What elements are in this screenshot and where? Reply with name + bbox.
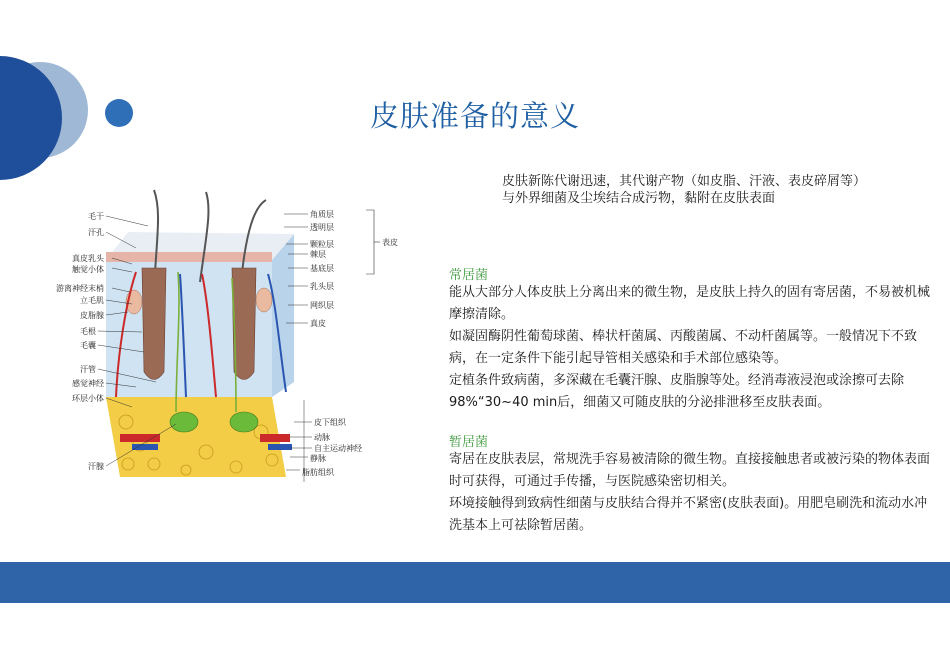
transient-heading: 暂居菌: [449, 435, 489, 450]
transient-paragraph-1: 寄居在皮肤表层，常规洗手容易被清除的微生物。直接接触患者或被污染的物体表面时可获得，可通过手传播，与医院感染密切相关。: [449, 452, 931, 489]
page-title: 皮肤准备的意义: [369, 99, 580, 133]
label-stratum-granulosum: 颗粒层: [310, 240, 334, 249]
label-fat-tissue: 脂肪组织: [302, 468, 334, 477]
resident-paragraph-2: 如凝固酶阴性葡萄球菌、棒状杆菌属、丙酸菌属、不动杆菌属等。一般情况下不致病，在一定条件下能引起导管相关感染和手术部位感染等。: [449, 329, 918, 366]
label-sensory-nerve: 感觉神经: [72, 379, 104, 388]
label-free-nerve-ending: 游离神经末梢: [56, 284, 104, 293]
label-papillary-layer: 乳头层: [310, 282, 334, 291]
label-hair-follicle: 毛囊: [80, 341, 96, 350]
label-sebaceous-gland: 皮脂腺: [80, 311, 104, 320]
label-vein: 静脉: [310, 454, 326, 463]
label-reticular-layer: 网织层: [310, 301, 334, 310]
resident-paragraph-3: 定植条件致病菌，多深藏在毛囊汗腺、皮脂腺等处。经消毒液浸泡或涂擦可去除98%“30~40 min后，细菌又可随皮肤的分泌排泄移至皮肤表面。: [449, 373, 905, 410]
label-arrector-pili: 立毛肌: [80, 296, 104, 305]
label-stratum-basale: 基底层: [310, 264, 334, 273]
label-stratum-corneum: 角质层: [310, 210, 334, 219]
label-epidermis: 表皮: [382, 238, 398, 247]
label-hair-root: 毛根: [80, 327, 96, 336]
resident-paragraph-1: 能从大部分人体皮肤上分离出来的微生物，是皮肤上持久的固有寄居菌，不易被机械摩擦清除。: [449, 285, 931, 322]
resident-heading: 常居菌: [449, 268, 489, 283]
intro-text: [502, 173, 922, 207]
label-dermis: 真皮: [310, 319, 326, 328]
label-sweat-gland: 汗腺: [88, 462, 104, 471]
transient-paragraph-2: 环境接触得到致病性细菌与皮肤结合得并不紧密(皮肤表面)。用肥皂刷洗和流动水冲洗基本上可祛除暂居菌。: [449, 496, 928, 533]
footer-band: [0, 562, 950, 603]
label-dermal-papilla: 真皮乳头: [72, 254, 104, 263]
label-stratum-lucidum: 透明层: [310, 223, 334, 232]
label-stratum-spinosum: 棘层: [310, 250, 326, 259]
skin-diagram: [36, 182, 422, 490]
label-hair-shaft: 毛干: [88, 212, 104, 221]
label-subcutaneous: 皮下组织: [314, 418, 346, 427]
corner-decoration: [0, 0, 140, 180]
label-autonomic-nerve: 自主运动神经: [314, 444, 362, 453]
label-sweat-duct: 汗管: [80, 365, 96, 374]
intro-line-1: 皮肤新陈代谢迅速，其代谢产物（如皮脂、汗液、表皮碎屑等）: [502, 174, 867, 189]
label-tactile-corpuscle: 触觉小体: [72, 265, 104, 274]
label-pore: 汗孔: [88, 228, 104, 237]
intro-line-2: 与外界细菌及尘埃结合成污物，黏附在皮肤表面: [502, 191, 776, 206]
label-artery: 动脉: [314, 433, 330, 442]
label-lamellar-corpuscle: 环层小体: [72, 394, 104, 403]
